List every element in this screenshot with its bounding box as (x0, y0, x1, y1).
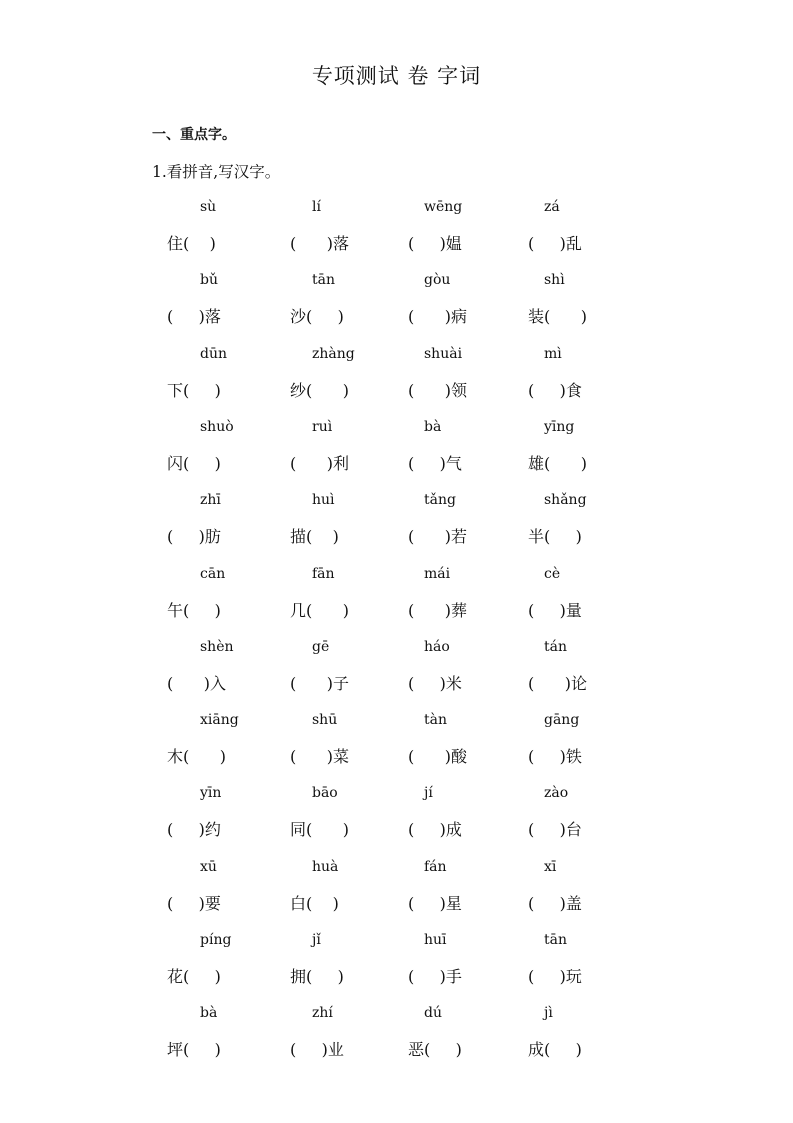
answer-blank[interactable]: ( )子 (290, 673, 350, 693)
instruction-text: 1.看拼音,写汉字。 (152, 163, 281, 181)
answer-blank[interactable]: ( )约 (167, 820, 221, 840)
page-title: 专项测试 卷 字词 (311, 64, 482, 88)
answer-blank[interactable]: ( )论 (528, 673, 588, 693)
answer-blank[interactable]: 下( ) (167, 380, 221, 400)
answer-blank[interactable]: ( )若 (408, 527, 468, 547)
pinyin-label: lí (312, 199, 321, 215)
pinyin-label: jǐ (312, 932, 321, 948)
answer-blank[interactable]: ( )手 (408, 967, 462, 986)
pinyin-label: tān (312, 272, 335, 289)
pinyin-label: zhī (200, 492, 221, 509)
pinyin-label: tàn (424, 712, 447, 729)
pinyin-label: ruì (312, 418, 333, 435)
pinyin-label: jí (424, 785, 433, 802)
answer-blank[interactable]: ( )气 (408, 453, 462, 473)
answer-blank[interactable]: ( )量 (528, 600, 582, 620)
answer-blank[interactable]: ( )菜 (290, 747, 350, 767)
answer-blank[interactable]: 白( ) (290, 893, 339, 913)
pinyin-label: huà (312, 858, 339, 875)
answer-blank[interactable]: 几( ) (290, 600, 350, 620)
pinyin-label: cān (200, 565, 226, 582)
pinyin-label: píng (200, 932, 232, 948)
answer-blank[interactable]: 装( ) (528, 307, 588, 327)
answer-blank[interactable]: 午( ) (167, 600, 221, 620)
answer-blank[interactable]: ( )星 (408, 893, 462, 913)
pinyin-label: zhàng (312, 345, 355, 362)
answer-blank[interactable]: ( )酸 (408, 747, 468, 767)
pinyin-label: bāo (312, 785, 338, 802)
answer-blank[interactable]: ( )肪 (167, 527, 221, 547)
answer-blank[interactable]: 描( ) (290, 527, 339, 547)
answer-blank[interactable]: 木( ) (167, 747, 227, 767)
pinyin-label: dūn (200, 345, 227, 362)
pinyin-label: shuò (200, 418, 234, 435)
pinyin-label: zhí (312, 1005, 333, 1022)
pinyin-label: tān (544, 932, 567, 948)
pinyin-label: shū (312, 712, 338, 729)
pinyin-label: bà (200, 1005, 218, 1022)
answer-blank[interactable]: ( )病 (408, 307, 468, 327)
pinyin-label: bǔ (200, 272, 218, 289)
answer-blank[interactable]: ( )媪 (408, 234, 462, 253)
answer-blank[interactable]: 住( ) (167, 234, 216, 253)
answer-blank[interactable]: ( )利 (290, 453, 350, 473)
pinyin-label: fān (312, 565, 335, 582)
answer-blank[interactable]: ( )业 (290, 1040, 344, 1060)
pinyin-label: shǎng (544, 492, 587, 509)
pinyin-label: tǎng (424, 492, 456, 509)
pinyin-label: xī (544, 858, 557, 875)
answer-blank[interactable]: ( )玩 (528, 967, 582, 986)
pinyin-label: dú (424, 1005, 442, 1022)
pinyin-label: mì (544, 345, 562, 362)
pinyin-label: fán (424, 858, 447, 875)
answer-blank[interactable]: ( )领 (408, 380, 468, 400)
answer-blank[interactable]: ( )乱 (528, 234, 582, 253)
pinyin-label: wēng (424, 199, 463, 215)
answer-blank[interactable]: 成( ) (528, 1040, 582, 1060)
pinyin-label: shèn (200, 638, 234, 655)
pinyin-label: gòu (424, 272, 451, 289)
pinyin-label: huī (424, 932, 447, 948)
pinyin-label: zào (544, 785, 569, 802)
pinyin-label: mái (424, 565, 451, 582)
answer-blank[interactable]: 雄( ) (528, 453, 588, 473)
pinyin-label: gāng (544, 712, 580, 729)
pinyin-label: háo (424, 638, 450, 655)
answer-blank[interactable]: ( )入 (167, 673, 227, 693)
answer-blank[interactable]: 坪( ) (167, 1040, 221, 1060)
answer-blank[interactable]: 纱( ) (290, 380, 350, 400)
pinyin-label: huì (312, 492, 335, 509)
pinyin-label: shì (544, 272, 565, 289)
answer-blank[interactable]: 闪( ) (167, 453, 221, 473)
pinyin-label: yīng (544, 418, 575, 435)
answer-blank[interactable]: ( )要 (167, 893, 221, 913)
answer-blank[interactable]: 半( ) (528, 527, 582, 547)
answer-blank[interactable]: ( )台 (528, 820, 582, 840)
pinyin-label: xiāng (200, 712, 239, 729)
pinyin-label: tán (544, 638, 567, 655)
pinyin-label: zá (544, 199, 560, 215)
pinyin-label: cè (544, 565, 561, 582)
pinyin-label: gē (312, 638, 330, 655)
answer-blank[interactable]: ( )食 (528, 380, 582, 400)
pinyin-label: sù (200, 199, 217, 215)
answer-blank[interactable]: ( )盖 (528, 893, 582, 913)
answer-blank[interactable]: ( )落 (290, 234, 350, 253)
answer-blank[interactable]: ( )铁 (528, 747, 582, 767)
answer-blank[interactable]: ( )米 (408, 673, 462, 693)
answer-blank[interactable]: 拥( ) (290, 967, 344, 986)
section-heading: 一、重点字。 (152, 127, 236, 143)
answer-blank[interactable]: ( )葬 (408, 600, 468, 620)
answer-blank[interactable]: 恶( ) (408, 1040, 462, 1060)
pinyin-label: xū (200, 858, 217, 875)
pinyin-label: yīn (200, 785, 222, 802)
answer-blank[interactable]: 同( ) (290, 820, 350, 840)
pinyin-label: shuài (424, 345, 463, 362)
answer-blank[interactable]: ( )落 (167, 307, 221, 327)
answer-blank[interactable]: ( )成 (408, 820, 462, 840)
answer-blank[interactable]: 沙( ) (290, 307, 344, 327)
pinyin-label: jì (544, 1005, 553, 1022)
pinyin-label: bà (424, 418, 442, 435)
answer-blank[interactable]: 花( ) (167, 967, 221, 986)
